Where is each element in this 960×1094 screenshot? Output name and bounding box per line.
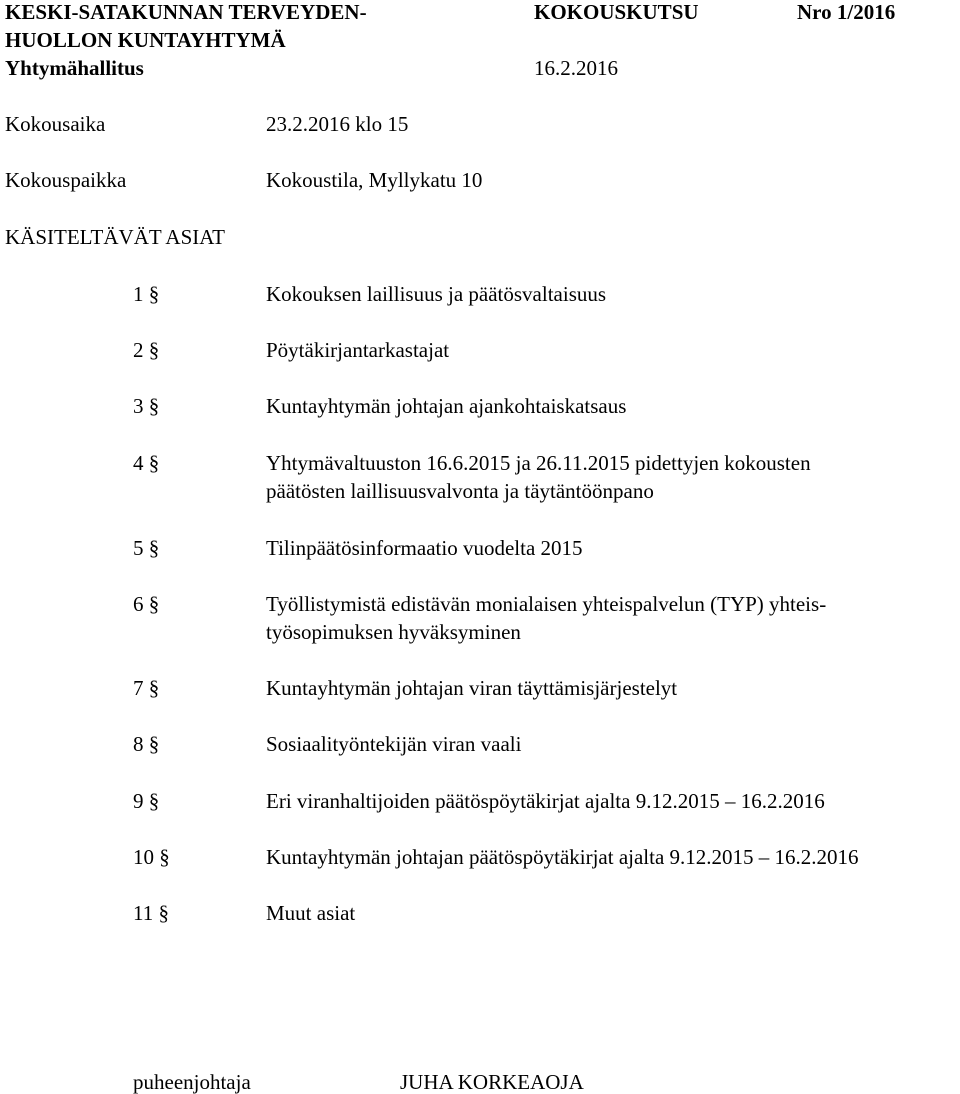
agenda-item-text: Kuntayhtymän johtajan päätöspöytäkirjat ajalta 9.12.2015 – 16.2.2016 bbox=[266, 845, 859, 869]
governing-body: Yhtymähallitus bbox=[5, 56, 144, 80]
agenda-title: KÄSITELTÄVÄT ASIAT bbox=[5, 225, 225, 249]
agenda-item-text: Työllistymistä edistävän monialaisen yhteispalvelun (TYP) yhteis- bbox=[266, 592, 827, 616]
signature-name: JUHA KORKEAOJA bbox=[400, 1070, 584, 1094]
agenda-item-text: Tilinpäätösinformaatio vuodelta 2015 bbox=[266, 536, 583, 560]
document-number: Nro 1/2016 bbox=[797, 0, 896, 24]
meeting-place-value: Kokoustila, Myllykatu 10 bbox=[266, 168, 483, 192]
document-type: KOKOUSKUTSU bbox=[534, 0, 699, 24]
agenda-item-text: Muut asiat bbox=[266, 901, 356, 925]
agenda-item-number: 5 § bbox=[133, 536, 160, 560]
agenda-item-text: Kuntayhtymän johtajan viran täyttämisjärjestelyt bbox=[266, 676, 678, 700]
agenda-item-number: 3 § bbox=[133, 394, 160, 418]
agenda-item-text: Pöytäkirjantarkastajat bbox=[266, 338, 450, 362]
document-date: 16.2.2016 bbox=[534, 56, 618, 80]
meeting-time-value: 23.2.2016 klo 15 bbox=[266, 112, 409, 136]
signature-role: puheenjohtaja bbox=[133, 1070, 251, 1094]
organization-name-line2: HUOLLON KUNTAYHTYMÄ bbox=[5, 28, 286, 52]
agenda-item-number: 4 § bbox=[133, 451, 160, 475]
agenda-item-number: 8 § bbox=[133, 732, 160, 756]
agenda-item-text: Yhtymävaltuuston 16.6.2015 ja 26.11.2015 pidettyjen kokousten bbox=[266, 451, 811, 475]
agenda-item-number: 1 § bbox=[133, 282, 160, 306]
agenda-item-text: Kokouksen laillisuus ja päätösvaltaisuus bbox=[266, 282, 607, 306]
agenda-item-number: 10 § bbox=[133, 845, 170, 869]
agenda-item-number: 2 § bbox=[133, 338, 160, 362]
agenda-item-text: Kuntayhtymän johtajan ajankohtaiskatsaus bbox=[266, 394, 627, 418]
agenda-item-number: 9 § bbox=[133, 789, 160, 813]
meeting-time-label: Kokousaika bbox=[5, 112, 106, 136]
agenda-item-text: Eri viranhaltijoiden päätöspöytäkirjat ajalta 9.12.2015 – 16.2.2016 bbox=[266, 789, 825, 813]
agenda-item-text: päätösten laillisuusvalvonta ja täytäntöönpano bbox=[266, 479, 654, 503]
meeting-place-label: Kokouspaikka bbox=[5, 168, 127, 192]
agenda-item-number: 11 § bbox=[133, 901, 169, 925]
agenda-item-text: työsopimuksen hyväksyminen bbox=[266, 620, 521, 644]
agenda-item-number: 6 § bbox=[133, 592, 160, 616]
organization-name-line1: KESKI-SATAKUNNAN TERVEYDEN- bbox=[5, 0, 367, 24]
agenda-item-number: 7 § bbox=[133, 676, 160, 700]
agenda-item-text: Sosiaalityöntekijän viran vaali bbox=[266, 732, 522, 756]
